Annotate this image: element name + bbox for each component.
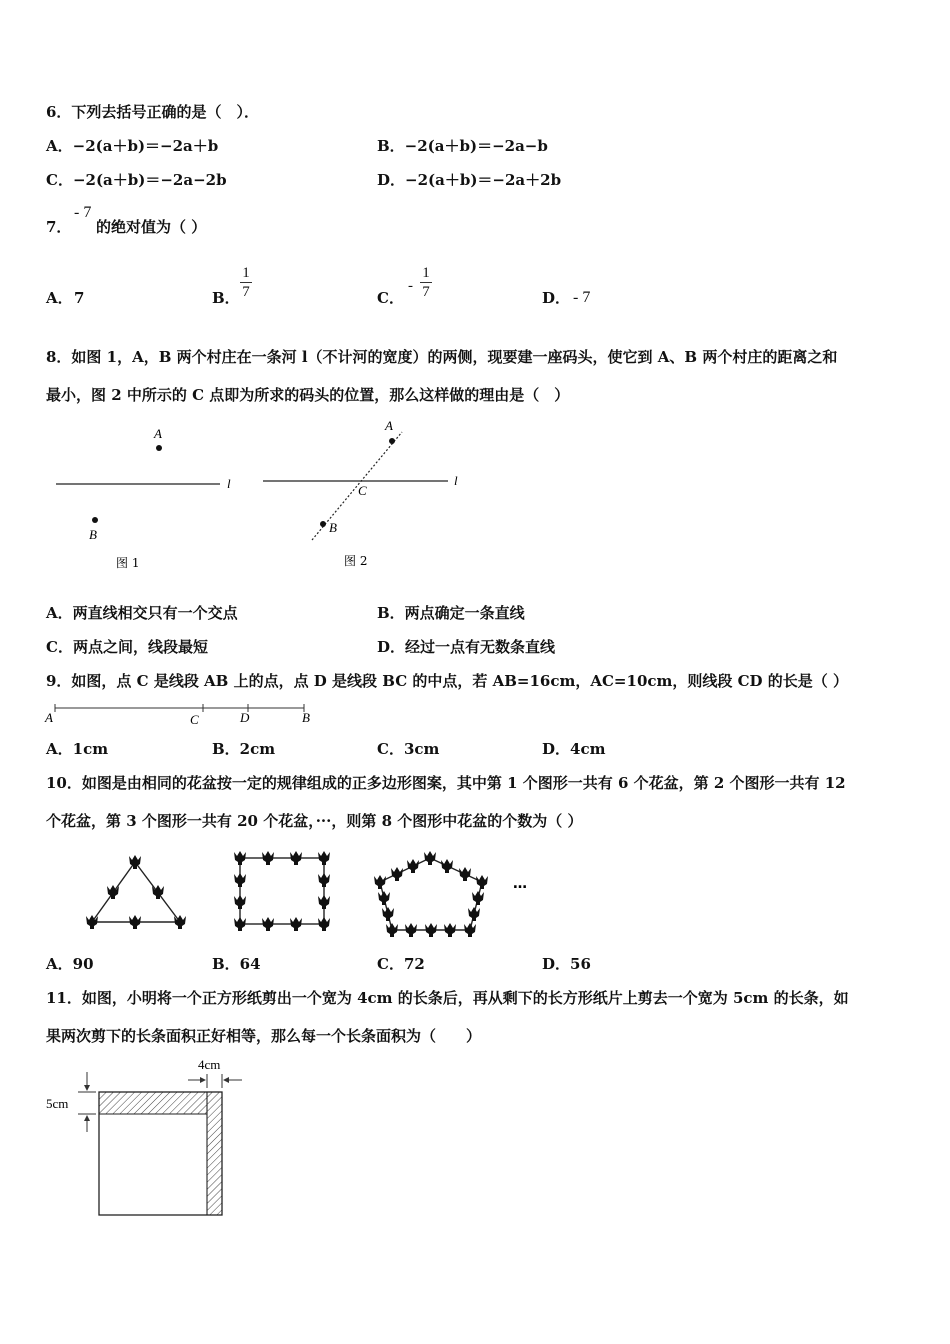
q10-option-a: A．90	[46, 955, 94, 973]
q7-option-b-fraction	[240, 264, 252, 301]
caption-fig2: 图 2	[344, 554, 368, 568]
q8-option-d: D．经过一点有无数条直线	[377, 638, 556, 656]
q9-stem: 9．如图，点 C 是线段 AB 上的点，点 D 是线段 BC 的中点，若 AB=16cm，AC=10cm，则线段 CD 的长是（ ）	[46, 672, 848, 690]
q7-option-a-value: 7	[74, 289, 85, 307]
point-b	[320, 521, 326, 527]
q7-option-d-value: - 7	[573, 289, 591, 306]
q10-option-b: B．64	[212, 955, 261, 973]
label-a: A	[45, 710, 53, 725]
q9-option-d: D．4cm	[542, 740, 606, 758]
ellipsis: …	[513, 876, 527, 892]
strip-5cm	[99, 1092, 207, 1114]
q7-option-c-label: C．	[377, 289, 404, 307]
label-b: B	[302, 710, 310, 725]
q10-stem-line2: 个花盆，第 3 个图形一共有 20 个花盆，···，则第 8 个图形中花盆的个数为（ ）	[46, 812, 583, 830]
label-c: C	[190, 712, 199, 727]
label-l: l	[454, 473, 458, 488]
q8-figure-1	[56, 426, 231, 570]
q7-option-a-label: A．	[46, 289, 73, 307]
label-c: C	[358, 483, 367, 498]
pattern-square	[234, 851, 330, 931]
point-a	[389, 438, 395, 444]
q6-stem: 6．下列去括号正确的是（ ）．	[46, 103, 259, 121]
q7-option-c-sign: -	[408, 278, 413, 294]
q8-option-a: A．两直线相交只有一个交点	[46, 604, 238, 622]
q7-option-b-label: B．	[212, 289, 240, 307]
label-l: l	[227, 476, 231, 491]
q8-stem-line2: 最小，图 2 中所示的 C 点即为所求的码头的位置，那么这样做的理由是（ ）	[46, 386, 570, 404]
q8-option-c: C．两点之间，线段最短	[46, 638, 208, 656]
caption-fig1: 图 1	[116, 556, 140, 570]
label-d: D	[240, 710, 250, 725]
q8-option-b: B．两点确定一条直线	[377, 604, 525, 622]
q11-square-figure	[40, 1052, 260, 1222]
q8-figures	[0, 410, 500, 585]
pattern-pentagon	[374, 851, 488, 937]
q9-segment-figure	[40, 700, 330, 730]
q7-option-b-numerator: 1	[242, 265, 250, 281]
q8-figure-2	[263, 418, 458, 568]
q10-stem-line1: 10．如图是由相同的花盆按一定的规律组成的正多边形图案，其中第 1 个图形一共有 6 个花盆，第 2 个图形一共有 12	[46, 774, 846, 792]
q9-option-b: B．2cm	[212, 740, 276, 758]
pattern-triangle	[86, 855, 186, 929]
point-b	[92, 517, 98, 523]
strip-4cm	[207, 1092, 222, 1215]
q9-option-a: A．1cm	[46, 740, 109, 758]
q11-stem-line2: 果两次剪下的长条面积正好相等，那么每一个长条面积为（ ）	[46, 1027, 482, 1045]
q6-option-b: B．−2(a＋b)＝−2a−b	[377, 137, 548, 155]
q7-option-c-denominator: 7	[422, 284, 430, 300]
q7-option-d-label: D．	[542, 289, 571, 307]
q6-option-c: C．−2(a＋b)＝−2a−2b	[46, 171, 227, 189]
q7-option-b-denominator: 7	[242, 284, 250, 300]
label-4cm: 4cm	[198, 1057, 221, 1072]
point-a	[156, 445, 162, 451]
q10-option-c: C．72	[377, 955, 425, 973]
q7-stem: 的绝对值为（ ）	[96, 218, 207, 236]
q10-option-d: D．56	[542, 955, 591, 973]
q6-option-a: A．−2(a＋b)＝−2a＋b	[46, 137, 219, 155]
q10-flowerpot-figures	[0, 840, 540, 945]
q11-stem-line1: 11．如图，小明将一个正方形纸剪出一个宽为 4cm 的长条后，再从剩下的长方形纸片上剪去一个宽为 5cm 的长条，如	[46, 989, 849, 1007]
label-5cm: 5cm	[46, 1096, 69, 1111]
q7-option-c-numerator: 1	[422, 265, 430, 281]
q8-stem-line1: 8．如图 1，A，B 两个村庄在一条河 l（不计河的宽度）的两侧，现要建一座码头，使它到 A、B 两个村庄的距离之和	[46, 348, 838, 366]
label-a: A	[154, 426, 162, 441]
label-b: B	[329, 520, 337, 535]
q6-option-d: D．−2(a＋b)＝−2a＋2b	[377, 171, 562, 189]
label-b: B	[89, 527, 97, 542]
q7-number: 7．	[46, 218, 72, 236]
label-a: A	[385, 418, 393, 433]
q7-expression: - 7	[74, 204, 92, 221]
q9-option-c: C．3cm	[377, 740, 440, 758]
flowerpot-icon	[129, 915, 141, 929]
q7-option-c-fraction	[420, 264, 432, 301]
